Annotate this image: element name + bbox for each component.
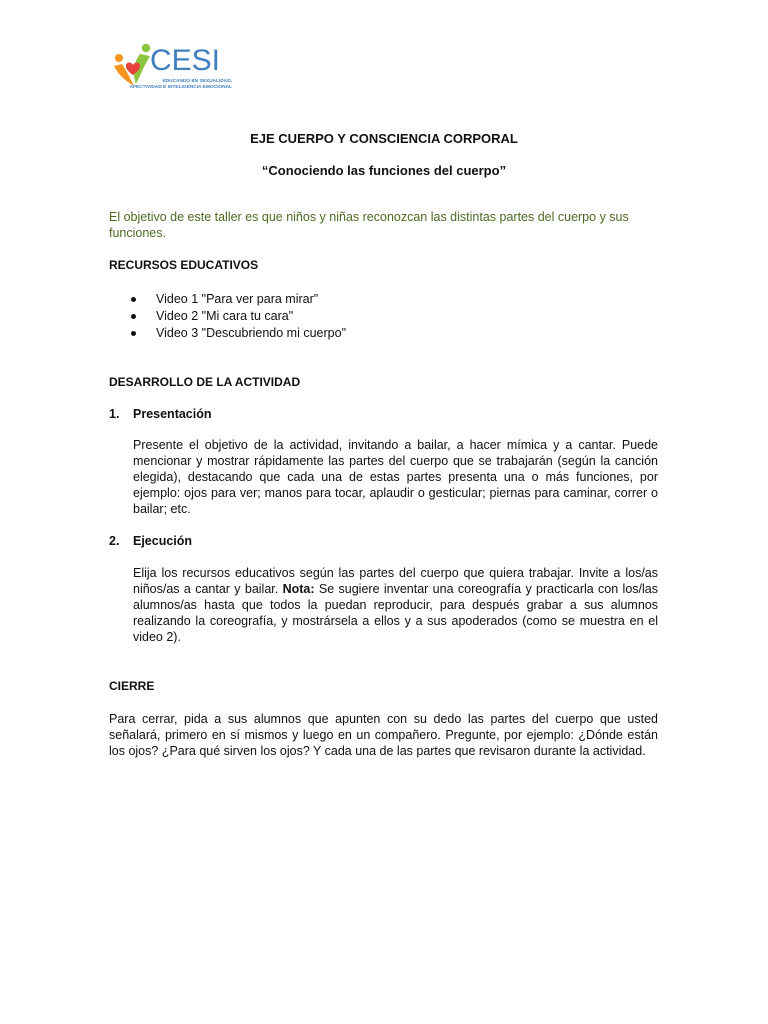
step-title: Ejecución — [133, 534, 193, 548]
logo-tagline-line-1: EDUCANDO EN SEXUALIDAD, — [162, 79, 232, 84]
section-heading-desarrollo: DESARROLLO DE LA ACTIVIDAD — [109, 375, 301, 389]
resources-list — [131, 291, 346, 342]
ejecucion-text-before: Elija los recursos educativos según las partes del cuerpo que quiera trabajar. Invite a los/as niños/as a cantar y bailar. — [133, 566, 658, 596]
list-item — [131, 291, 346, 308]
resource-label: Video 3 "Descubriendo mi cuerpo" — [156, 326, 347, 340]
document-subtitle: “Conociendo las funciones del cuerpo” — [261, 163, 507, 178]
logo-wordmark: CESI — [150, 44, 221, 77]
step-paragraph-ejecucion — [133, 565, 658, 645]
list-item — [131, 325, 346, 342]
objective-paragraph: El objetivo de este taller es que niños y niñas reconozcan las distintas partes del cuerpo y sus funciones. — [109, 210, 629, 240]
step-title: Presentación — [133, 407, 212, 421]
document-title: EJE CUERPO Y CONSCIENCIA CORPORAL — [250, 131, 518, 146]
section-heading-recursos: RECURSOS EDUCATIVOS — [109, 258, 259, 272]
cierre-paragraph: Para cerrar, pida a sus alumnos que apunten con su dedo las partes del cuerpo que usted señalará, primero en sí mismos y luego en un compañero. Pregunte, por ejemplo: ¿Dónde están los ojos? ¿Para qué sirven los ojos? Y cada una de las partes que revisaron durante la actividad. — [109, 712, 658, 758]
step-number: 1. — [109, 407, 120, 421]
logo-tagline-line-2: AFECTIVIDAD E INTELIGENCIA EMOCIONAL — [129, 85, 232, 90]
step-number: 2. — [109, 534, 120, 548]
cesi-logo — [110, 40, 232, 98]
ejecucion-text-after: Se sugiere inventar una coreografía y practicarla con los/las alumnos/as hasta que todos la puedan reproducir, para después grabar a sus alumnos realizando la coreografía, y mostrársela a ellos y a sus apoderados (como se muestra en el video 2). — [133, 582, 658, 644]
resource-label: Video 2 "Mi cara tu cara" — [156, 309, 294, 323]
step-heading-presentacion — [109, 407, 212, 421]
bullet-icon — [131, 297, 136, 302]
step-heading-ejecucion — [109, 534, 192, 548]
bullet-icon — [131, 331, 136, 336]
bullet-icon — [131, 314, 136, 319]
section-heading-cierre: CIERRE — [109, 679, 155, 693]
step-paragraph-presentacion: Presente el objetivo de la actividad, invitando a bailar, a hacer mímica y a cantar. Puede mencionar y mostrar rápidamente las partes del cuerpo que se trabajarán (según la canción elegida), destacando que cada una de estas partes presenta una o más funciones, por ejemplo: ojos para ver; manos para tocar, aplaudir o gesticular; piernas para caminar, correr o bailar; etc. — [133, 438, 658, 516]
note-label: Nota: — [282, 582, 315, 596]
list-item — [131, 308, 346, 325]
logo-tagline — [120, 79, 232, 91]
resource-label: Video 1 "Para ver para mirar" — [156, 292, 319, 306]
